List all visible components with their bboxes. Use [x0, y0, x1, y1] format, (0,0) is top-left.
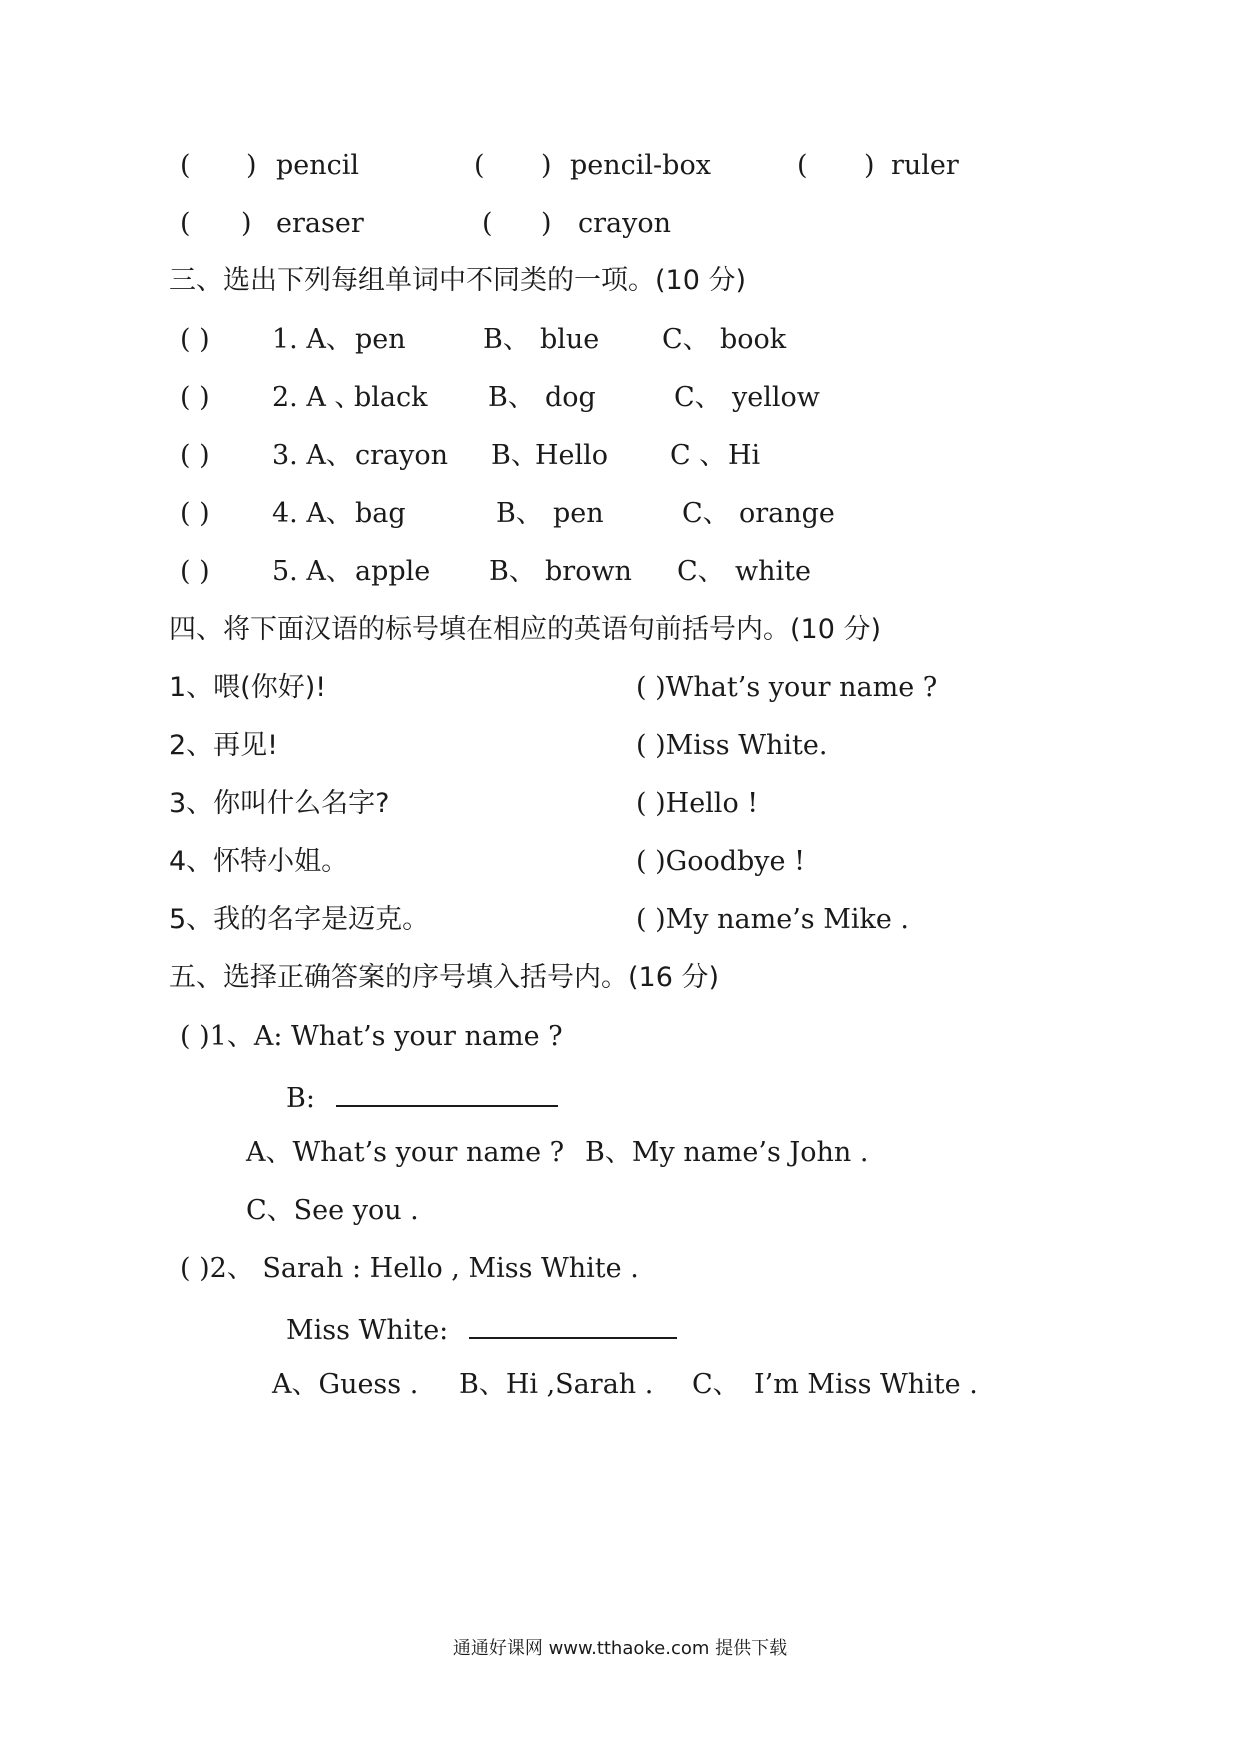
option-b: blue — [540, 324, 600, 355]
option-a: bag — [355, 498, 406, 529]
answer-paren-open: ( — [474, 150, 485, 181]
chinese-phrase-3: 3、你叫什么名字? — [169, 788, 390, 819]
item-number: 3. A、 — [272, 440, 353, 471]
option-b: dog — [545, 382, 596, 413]
chinese-phrase-1: 1、喂(你好)! — [169, 672, 327, 703]
option-b-label: B、 — [483, 324, 530, 355]
option-c-label: C、 — [674, 382, 722, 413]
q2-option-c: I’m Miss White . — [754, 1369, 978, 1400]
item-number: 5. A、 — [272, 556, 353, 587]
answer-paren-open: ( — [482, 208, 493, 239]
english-sentence-4: ( )Goodbye ! — [636, 846, 805, 877]
chinese-phrase-5: 5、我的名字是迈克。 — [169, 904, 430, 935]
option-b: pen — [553, 498, 604, 529]
q2-label: Miss White: — [286, 1315, 449, 1346]
answer-paren: ( ) — [180, 556, 210, 587]
q1-option-b: B、My name’s John . — [585, 1137, 869, 1168]
option-c-label: C、 — [682, 498, 730, 529]
answer-paren: ( ) — [180, 382, 210, 413]
option-c-label: C、 — [677, 556, 725, 587]
answer-paren: ( ) — [180, 498, 210, 529]
answer-paren-close: ) — [241, 208, 252, 239]
option-c-label: C、 — [662, 324, 710, 355]
option-c: orange — [739, 498, 835, 529]
footer-credit: 通通好课网 www.tthaoke.com 提供下载 — [452, 1638, 788, 1659]
word-eraser: eraser — [276, 208, 364, 239]
item-number: 4. A、 — [272, 498, 353, 529]
english-sentence-5: ( )My name’s Mike . — [636, 904, 910, 935]
q1-answer-line — [286, 1079, 558, 1115]
q2-answer-line — [286, 1311, 677, 1347]
q2-option-c-label: C、 — [692, 1369, 740, 1400]
q2-option-b: B、Hi ,Sarah . — [459, 1369, 654, 1400]
option-c: white — [735, 556, 811, 587]
option-a: black — [354, 382, 428, 413]
word-ruler: ruler — [891, 150, 959, 181]
answer-paren-open: ( — [180, 150, 191, 181]
option-c-label: C 、 — [670, 440, 727, 471]
option-b-label: B、 — [489, 556, 536, 587]
option-b: Hello — [535, 440, 609, 471]
answer-paren-close: ) — [864, 150, 875, 181]
q1-option-c: C、See you . — [246, 1195, 419, 1226]
chinese-phrase-2: 2、再见! — [169, 730, 279, 761]
word-pencil-box: pencil-box — [570, 150, 711, 181]
answer-paren-close: ) — [246, 150, 257, 181]
option-a: crayon — [355, 440, 449, 471]
item-number: 2. A 、 — [272, 382, 362, 413]
word-crayon: crayon — [578, 208, 672, 239]
q1-b-label: B: — [286, 1083, 315, 1114]
q2-option-a: A、Guess . — [272, 1369, 419, 1400]
answer-blank — [469, 1311, 677, 1339]
answer-blank — [336, 1079, 558, 1107]
q2-stem: ( )2、 Sarah : Hello , Miss White . — [180, 1253, 639, 1284]
english-sentence-2: ( )Miss White. — [636, 730, 828, 761]
option-b-label: B、 — [488, 382, 535, 413]
option-a: pen — [355, 324, 406, 355]
item-number: 1. A、 — [272, 324, 353, 355]
answer-paren: ( ) — [180, 440, 210, 471]
option-b-label: B、 — [496, 498, 543, 529]
option-c: Hi — [728, 440, 761, 471]
english-sentence-3: ( )Hello ! — [636, 788, 759, 819]
answer-paren-open: ( — [180, 208, 191, 239]
section-5-heading: 五、选择正确答案的序号填入括号内。(16 分) — [169, 962, 720, 993]
word-pencil: pencil — [276, 150, 360, 181]
option-b: brown — [545, 556, 632, 587]
q1-stem: ( )1、A: What’s your name ? — [180, 1021, 563, 1052]
section-3-heading: 三、选出下列每组单词中不同类的一项。(10 分) — [169, 265, 747, 296]
option-c: yellow — [732, 382, 820, 413]
option-a: apple — [355, 556, 431, 587]
option-c: book — [720, 324, 787, 355]
answer-paren-open: ( — [797, 150, 808, 181]
option-b-label: B、 — [491, 440, 538, 471]
answer-paren-close: ) — [541, 208, 552, 239]
section-4-heading: 四、将下面汉语的标号填在相应的英语句前括号内。(10 分) — [169, 614, 882, 645]
answer-paren-close: ) — [541, 150, 552, 181]
english-sentence-1: ( )What’s your name ? — [636, 672, 938, 703]
q1-option-a: A、What’s your name ? — [246, 1137, 565, 1168]
answer-paren: ( ) — [180, 324, 210, 355]
chinese-phrase-4: 4、怀特小姐。 — [169, 846, 349, 877]
